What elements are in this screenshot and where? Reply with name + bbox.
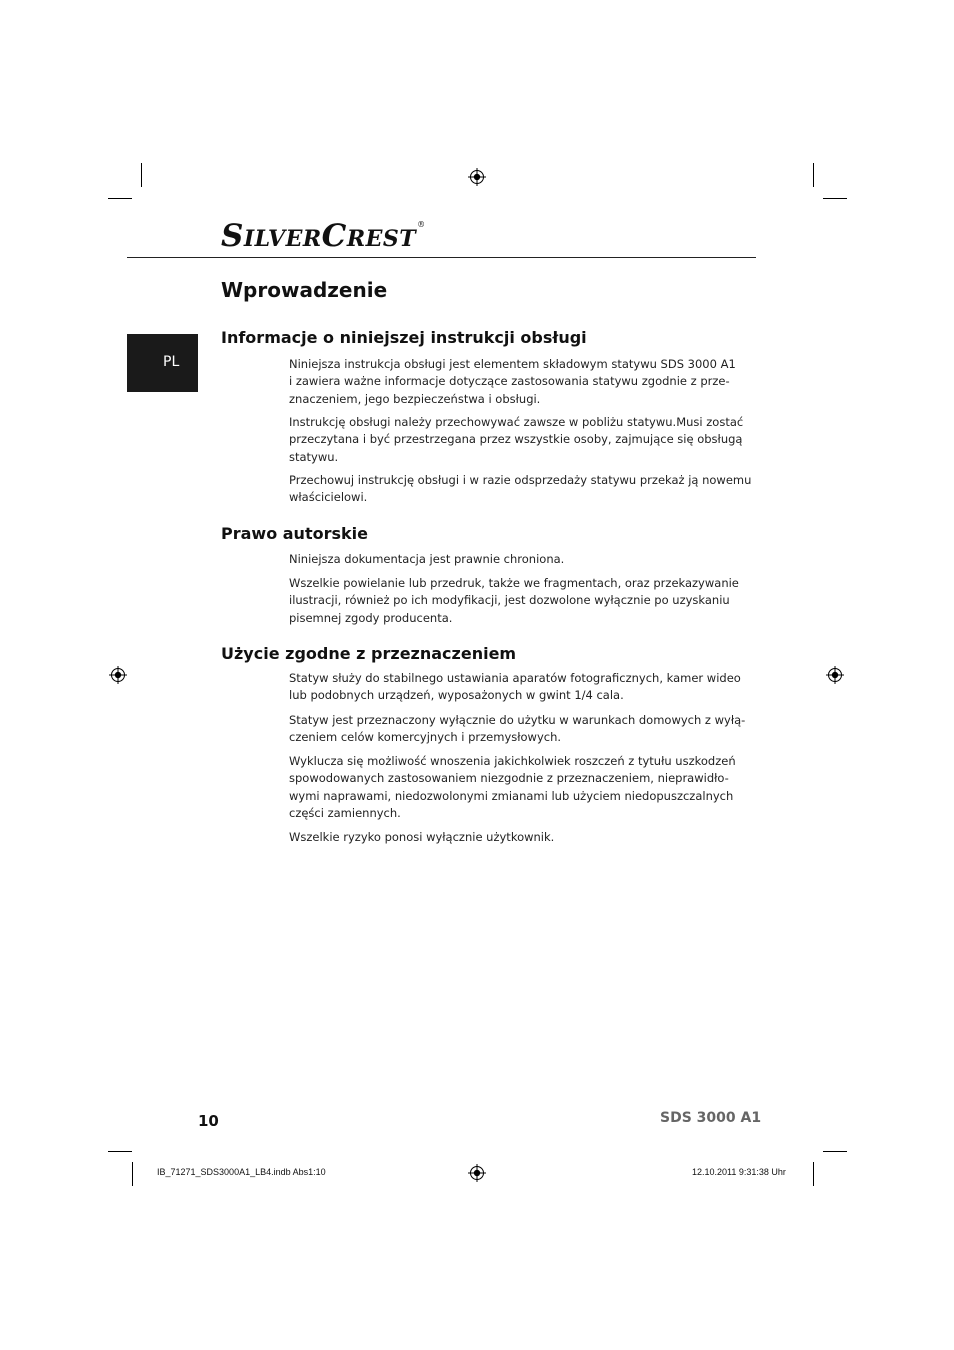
- text-line: części zamiennych.: [289, 805, 401, 820]
- text-line: właścicielowi.: [289, 490, 368, 505]
- paragraph: [289, 551, 749, 568]
- header-rule: [127, 257, 756, 258]
- paragraph: [289, 712, 749, 747]
- text-line: czeniem celów komercyjnych i przemysłowych.: [289, 730, 562, 745]
- registration-mark-icon: [468, 168, 486, 186]
- logo-letters: ILVER: [243, 226, 322, 252]
- brand-logo: [221, 218, 426, 254]
- text-line: lub podobnych urządzeń, wyposażonych w gwint 1/4 cala.: [289, 688, 624, 703]
- text-line: Statyw służy do stabilnego ustawiania aparatów fotograficznych, kamer wideo: [289, 671, 741, 685]
- text-line: przeczytana i być przestrzegana przez wszystkie osoby, zajmujące się obsługą: [289, 432, 743, 447]
- text-line: Niniejsza dokumentacja jest prawnie chroniona.: [289, 552, 565, 566]
- text-line: Wyklucza się możliwość wnoszenia jakichkolwiek roszczeń z tytułu uszkodzeń: [289, 754, 736, 768]
- crop-mark: [813, 1162, 814, 1186]
- paragraph: [289, 829, 749, 846]
- paragraph: [289, 472, 752, 507]
- crop-mark: [813, 163, 814, 187]
- text-line: spowodowanych zastosowaniem niezgodnie z przeznaczeniem, nieprawidło-: [289, 771, 729, 786]
- section-heading: Prawo autorskie: [221, 524, 368, 543]
- paragraph: [289, 356, 749, 408]
- registration-mark-icon: [109, 666, 127, 684]
- crop-mark: [823, 198, 847, 199]
- logo-letters: REST: [346, 226, 417, 252]
- logo-letter: C: [321, 218, 347, 254]
- crop-mark: [141, 163, 142, 187]
- text-line: Wszelkie ryzyko ponosi wyłącznie użytkownik.: [289, 830, 555, 844]
- crop-mark: [108, 198, 132, 199]
- paragraph: [289, 575, 749, 627]
- section-heading: Użycie zgodne z przeznaczeniem: [221, 644, 517, 663]
- language-tab: PL: [127, 334, 198, 392]
- page-number: 10: [198, 1112, 219, 1130]
- text-line: Statyw jest przeznaczony wyłącznie do użytku w warunkach domowych z wyłą-: [289, 713, 746, 727]
- paragraph: [289, 414, 749, 466]
- text-line: Przechowuj instrukcję obsługi i w razie odsprzedaży statywu przekaż ją nowemu: [289, 473, 752, 487]
- crop-mark: [132, 1162, 133, 1186]
- text-line: statywu.: [289, 449, 339, 464]
- text-line: Niniejsza instrukcja obsługi jest elementem składowym statywu SDS 3000 A1: [289, 357, 736, 371]
- text-line: Wszelkie powielanie lub przedruk, także we fragmentach, oraz przekazywanie: [289, 576, 739, 590]
- crop-mark: [108, 1151, 132, 1152]
- text-line: znaczeniem, jego bezpieczeństwa i obsługi.: [289, 391, 541, 406]
- logo-letter: S: [221, 218, 244, 254]
- slug-timestamp: 12.10.2011 9:31:38 Uhr: [692, 1167, 786, 1177]
- registered-mark: ®: [417, 220, 426, 229]
- text-line: Instrukcję obsługi należy przechowywać zawsze w pobliżu statywu.Musi zostać: [289, 415, 744, 429]
- text-line: pisemnej zgody producenta.: [289, 610, 453, 625]
- registration-mark-icon: [468, 1164, 486, 1182]
- registration-mark-icon: [826, 666, 844, 684]
- slug-file: IB_71271_SDS3000A1_LB4.indb Abs1:10: [157, 1167, 326, 1177]
- text-line: wymi naprawami, niedozwolonymi zmianami lub użyciem niedopuszczalnych: [289, 788, 734, 803]
- paragraph: [289, 670, 749, 705]
- paragraph: [289, 753, 749, 822]
- crop-mark: [823, 1151, 847, 1152]
- page-title: Wprowadzenie: [221, 278, 388, 302]
- text-line: ilustracji, również po ich modyfikacji, jest dozwolone wyłącznie po uzyskaniu: [289, 593, 730, 608]
- section-heading: Informacje o niniejszej instrukcji obsługi: [221, 328, 587, 347]
- model-label: SDS 3000 A1: [660, 1110, 762, 1126]
- text-line: i zawiera ważne informacje dotyczące zastosowania statywu zgodnie z prze-: [289, 374, 730, 389]
